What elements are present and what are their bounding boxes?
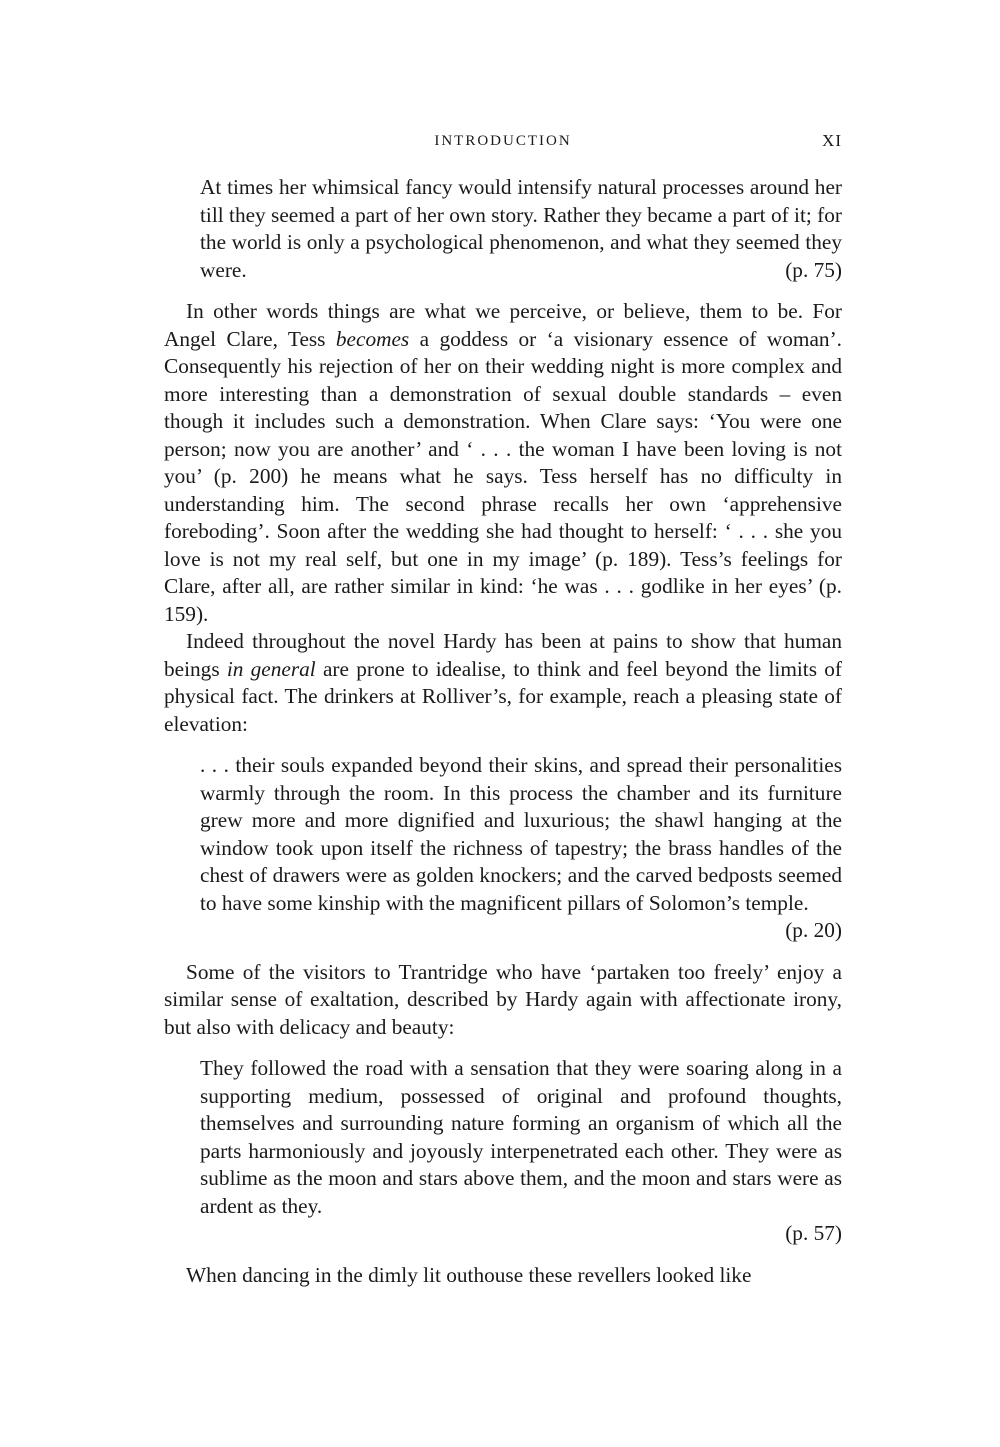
paragraph-4 [164, 1262, 842, 1290]
block-quote-1-text: At times her whimsical fancy would intensify natural processes around her till they seemed a part of her own story. Rather they became a part of it; for the world is only a psychological phenomenon, and what they seemed they were. [200, 175, 842, 282]
block-quote-3-ref: (p. 57) [785, 1221, 842, 1245]
paragraph-4-text: When dancing in the dimly lit outhouse these revellers looked like [186, 1262, 752, 1287]
paragraph-1 [164, 298, 842, 628]
paragraph-3 [164, 959, 842, 1042]
paragraph-3-text: Some of the visitors to Trantridge who have ‘partaken too freely’ enjoy a similar sense of exaltation, described by Hardy again with affectionate irony, but also with delicacy and beauty: [164, 959, 842, 1039]
paragraph-2 [164, 628, 842, 738]
paragraph-1-part-a: In other words things are what we perceive, or believe, them to be. For Angel Clare, Tess [164, 299, 842, 351]
block-quote-2-ref: (p. 20) [785, 918, 842, 942]
running-head [164, 133, 842, 157]
block-quote-2 [200, 752, 842, 917]
paragraph-1-emphasis: becomes [335, 326, 410, 351]
page-number: XI [822, 131, 842, 150]
block-quote-1 [200, 174, 842, 284]
block-quote-3-text: They followed the road with a sensation that they were soaring along in a supporting medium, possessed of original and profound thoughts, themselves and surrounding nature forming an organism of which all the parts harmoniously and joyously interpenetrated each other. They were as sublime as the moon and stars above them, and the moon and stars were as ardent as they. [200, 1056, 842, 1218]
block-quote-3 [200, 1055, 842, 1220]
running-title: INTRODUCTION [434, 133, 572, 149]
paragraph-2-part-a: Indeed throughout the novel Hardy has been at pains to show that human beings [164, 629, 842, 681]
block-quote-1-ref: (p. 75) [785, 257, 842, 282]
block-quote-2-text: . . . their souls expanded beyond their skins, and spread their personalities warmly through the room. In this process the chamber and its furniture grew more and more dignified and luxurious; the shawl hanging at the window took upon itself the richness of tapestry; the brass handles of the chest of drawers were as golden knockers; and the carved bedposts seemed to have some kinship with the magnificent pillars of Solomon’s temple. [200, 753, 842, 915]
paragraph-2-emphasis: in general [226, 656, 316, 681]
paragraph-2-part-b: are prone to idealise, to think and feel beyond the limits of physical fact. The drinkers at Rolliver’s, for example, reach a pleasing state of elevation: [164, 656, 842, 736]
paragraph-1-part-b: a goddess or ‘a visionary essence of woman’. Consequently his rejection of her on their wedding night is more complex and more interesting than a demonstration of sexual double standards – even though it includes such a demonstration. When Clare says: ‘You were one person; now you are another’ and ‘ . . . the woman I have been loving is not you’ (p. 200) he means what he says. Tess herself has no difficulty in understanding him. The second phrase recalls her own ‘apprehensive foreboding’. Soon after the wedding she had thought to herself: ‘ . . . she you love is not my real self, but one in my image’ (p. 189). Tess’s feelings for Clare, after all, are rather similar in kind: ‘he was . . . godlike in her eyes’ (p. 159). [164, 326, 842, 626]
body-text [164, 174, 842, 1289]
